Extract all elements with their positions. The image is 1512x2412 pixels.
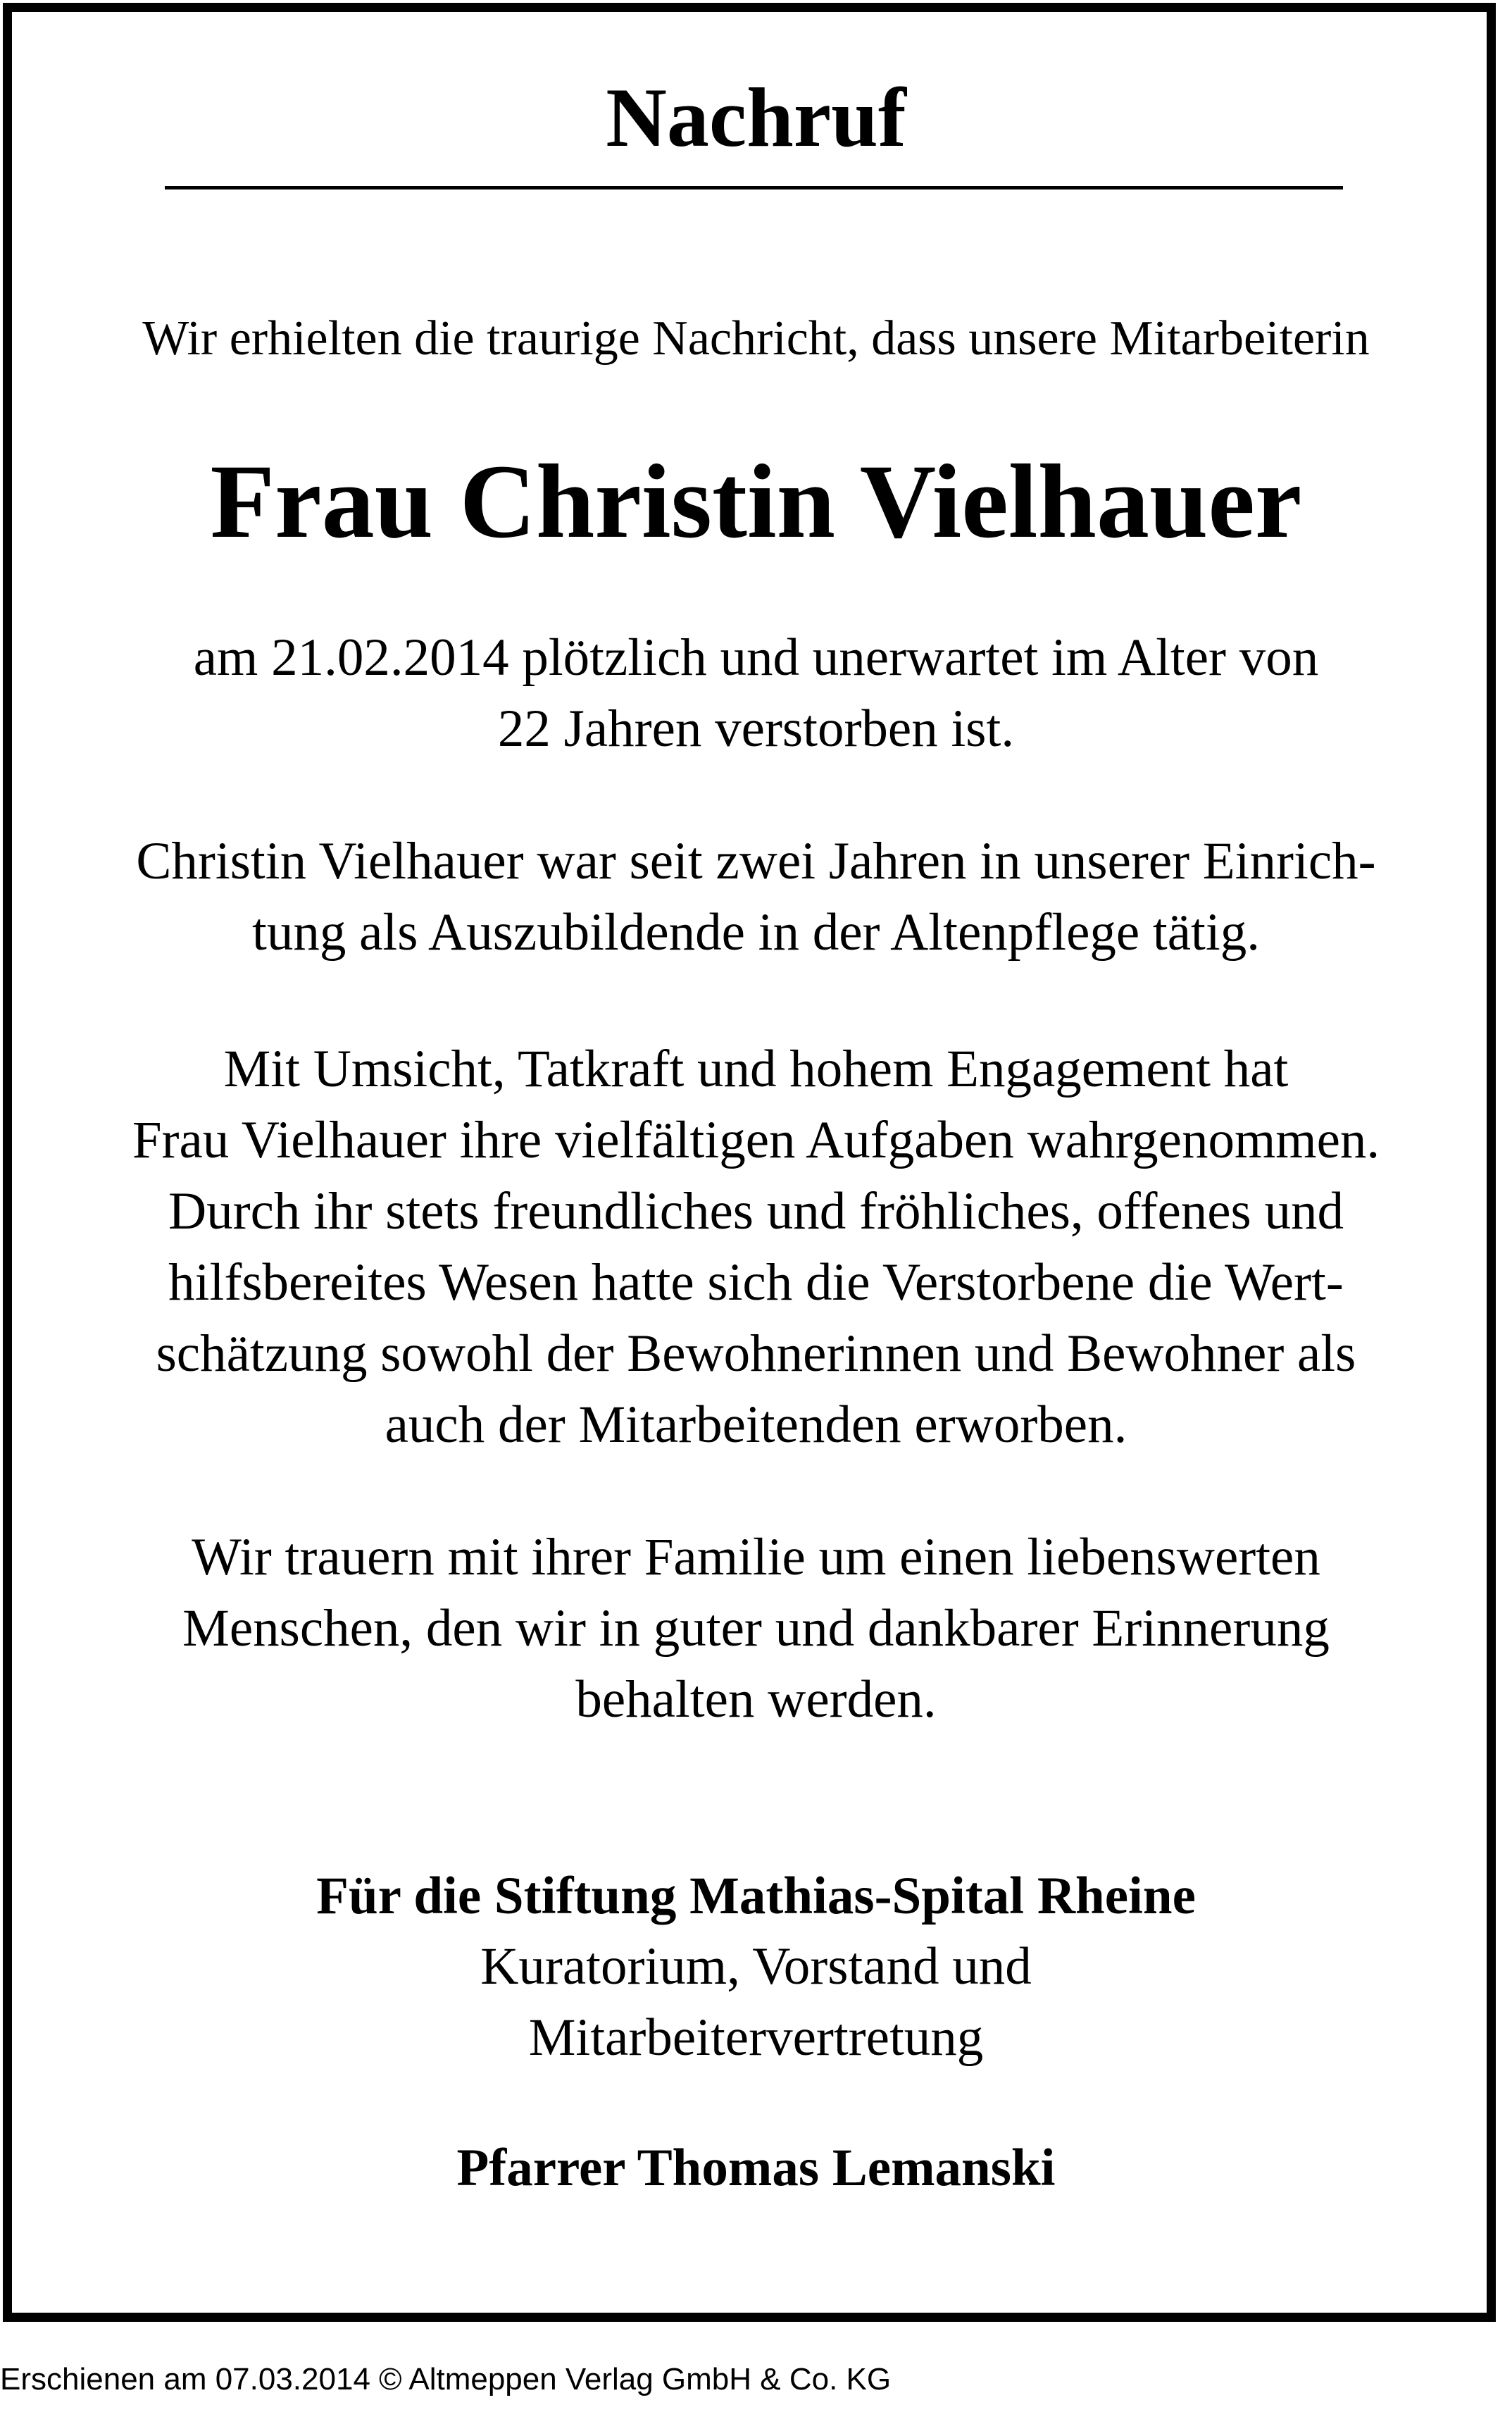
notice-title: Nachruf: [606, 70, 906, 164]
paragraph-1-line-1: am 21.02.2014 plötzlich und unerwartet im Alter von: [193, 628, 1319, 687]
signature-pastor: Pfarrer Thomas Lemanski: [456, 2139, 1056, 2197]
paragraph-1-line-2: 22 Jahren verstorben ist.: [497, 700, 1015, 758]
paragraph-4-line-2: Menschen, den wir in guter und dankbarer Erinnerung: [182, 1599, 1330, 1658]
paragraph-2-line-2: tung als Auszubildende in der Altenpflege tätig.: [252, 903, 1260, 962]
publication-footer: Erschienen am 07.03.2014 © Altmeppen Verlag GmbH & Co. KG: [0, 2362, 892, 2397]
paragraph-4-line-3: behalten werden.: [575, 1670, 937, 1729]
signature-line-1: Kuratorium, Vorstand und: [480, 1937, 1032, 1996]
intro-text: Wir erhielten die traurige Nachricht, dass unsere Mitarbeiterin: [142, 311, 1370, 366]
title-divider: [165, 186, 1343, 189]
paragraph-4-line-1: Wir trauern mit ihrer Familie um einen liebenswerten: [192, 1528, 1320, 1586]
paragraph-3-line-3: Durch ihr stets freundliches und fröhliches, offenes und: [168, 1182, 1344, 1241]
deceased-name: Frau Christin Vielhauer: [210, 443, 1302, 560]
signature-line-2: Mitarbeitervertretung: [528, 2008, 984, 2067]
paragraph-3-line-6: auch der Mitarbeitenden erworben.: [385, 1395, 1127, 1454]
signature-organization: Für die Stiftung Mathias-Spital Rheine: [316, 1867, 1196, 1925]
paragraph-3-line-2: Frau Vielhauer ihre vielfältigen Aufgaben wahrgenommen.: [132, 1111, 1380, 1169]
paragraph-2-line-1: Christin Vielhauer war seit zwei Jahren in unserer Einrich-: [136, 832, 1376, 890]
paragraph-3-line-5: schätzung sowohl der Bewohnerinnen und Bewohner als: [156, 1324, 1356, 1383]
paragraph-3-line-1: Mit Umsicht, Tatkraft und hohem Engagement hat: [223, 1040, 1289, 1098]
paragraph-3-line-4: hilfsbereites Wesen hatte sich die Verstorbene die Wert-: [168, 1253, 1344, 1312]
